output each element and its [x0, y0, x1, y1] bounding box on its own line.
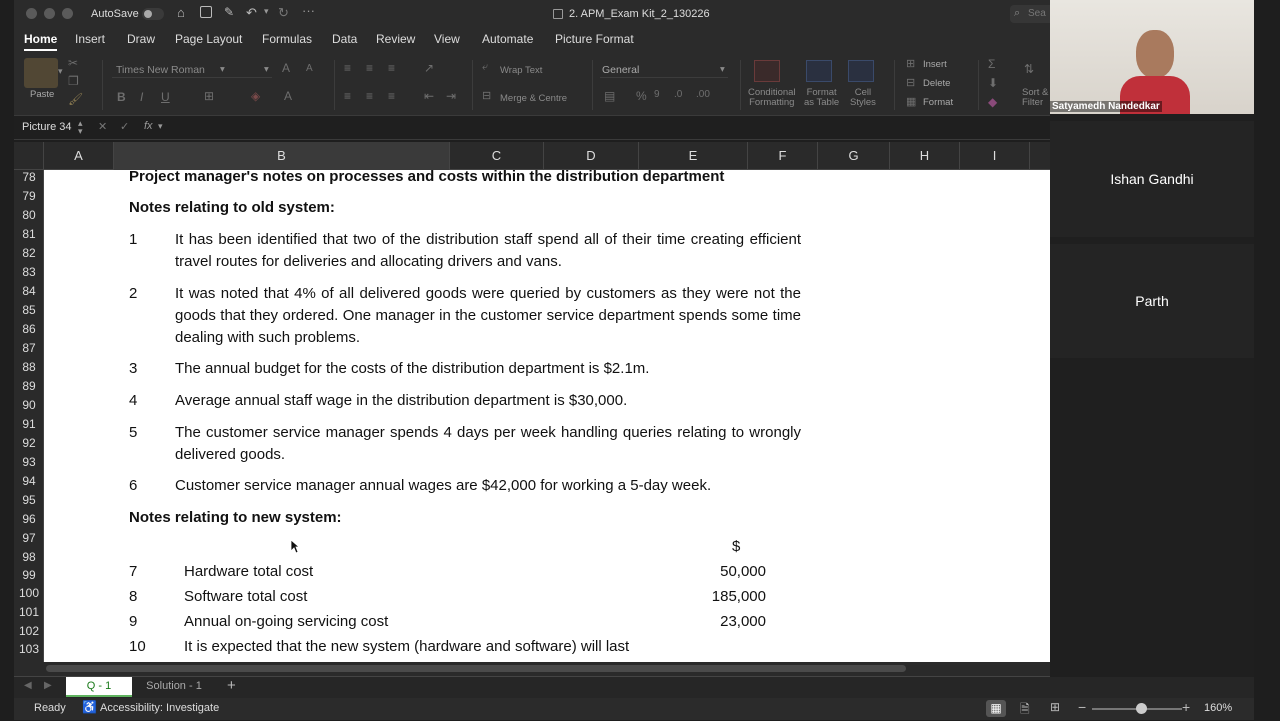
conditional-formatting-label[interactable]: Conditional Formatting: [748, 87, 796, 108]
page-break-view-icon[interactable]: ⊞: [1050, 700, 1061, 714]
increase-font-size-icon[interactable]: A: [282, 61, 291, 75]
sheet-tab-bar: [14, 676, 1254, 698]
zoom-in-icon[interactable]: +: [1182, 699, 1191, 715]
home-icon[interactable]: ⌂: [177, 5, 185, 20]
mouse-cursor-icon: [290, 539, 300, 554]
autosave-label: AutoSave: [91, 8, 139, 20]
row-header[interactable]: 98: [22, 550, 36, 564]
ribbon: [14, 52, 1050, 116]
format-painter-icon[interactable]: 🖌: [68, 92, 84, 106]
italic-icon[interactable]: I: [140, 90, 144, 104]
row-header[interactable]: 85: [22, 303, 36, 317]
undo-dropdown-icon[interactable]: ▾: [264, 6, 269, 16]
zoom-slider[interactable]: [1092, 708, 1182, 710]
number-format-select[interactable]: [600, 62, 728, 78]
note-number: 2: [129, 285, 138, 302]
delete-cells-icon[interactable]: ⊟: [906, 77, 916, 89]
note-number: 3: [129, 360, 138, 377]
increase-indent-icon[interactable]: ⇥: [446, 89, 457, 103]
note-text: Average annual staff wage in the distribution department is $30,000.: [175, 392, 628, 409]
delete-button[interactable]: Delete: [923, 78, 951, 89]
row-header[interactable]: 91: [22, 417, 36, 431]
merge-centre-button[interactable]: Merge & Centre: [500, 93, 568, 104]
search-placeholder: Sea: [1028, 8, 1046, 19]
cost-amount: 185,000: [711, 588, 766, 605]
fill-icon[interactable]: ⬇: [988, 76, 999, 90]
align-center-icon[interactable]: ≡: [366, 89, 374, 103]
row-header[interactable]: 78: [22, 170, 36, 184]
confirm-entry-icon[interactable]: ✓: [120, 121, 130, 133]
wrap-text-button[interactable]: Wrap Text: [500, 65, 543, 76]
note-number: 8: [129, 588, 138, 605]
note-number: 7: [129, 563, 138, 580]
font-size-dropdown-icon: ▾: [264, 64, 269, 75]
name-box-stepper-icon[interactable]: ▴ ▾: [78, 118, 83, 136]
row-header[interactable]: 84: [22, 284, 36, 298]
cell-styles-label[interactable]: Cell Styles: [850, 87, 876, 108]
column-header-f[interactable]: F: [748, 142, 818, 170]
autosave-toggle[interactable]: [142, 8, 164, 20]
insert-cells-icon[interactable]: ⊞: [906, 58, 916, 70]
cancel-entry-icon[interactable]: ✕: [98, 121, 108, 133]
horizontal-scrollbar-thumb[interactable]: [46, 665, 906, 672]
cost-label: Hardware total cost: [184, 563, 314, 580]
tab-draw[interactable]: Draw: [127, 32, 156, 46]
tab-automate[interactable]: Automate: [482, 32, 534, 46]
format-button[interactable]: Format: [923, 97, 954, 108]
number-format-dropdown-icon: ▾: [720, 64, 725, 75]
align-right-icon[interactable]: ≡: [388, 89, 396, 103]
note-text: Customer service manager annual wages are $42,000 for working a 5-day week.: [175, 477, 712, 494]
redo-icon[interactable]: ↻: [278, 5, 289, 20]
presenter-name: Satyamedh Nandedkar: [1052, 101, 1160, 112]
cut-icon[interactable]: ✂: [68, 56, 79, 70]
tab-view[interactable]: View: [434, 32, 460, 46]
column-header-e[interactable]: E: [639, 142, 748, 170]
edit-icon[interactable]: ✎: [224, 5, 235, 19]
search-icon: ⌕: [1014, 7, 1021, 19]
note-text: The customer service manager spends 4 days per week handling queries relating to wrongly delivered goods.: [175, 424, 801, 463]
participant-name: Parth: [1135, 293, 1169, 309]
tab-formulas[interactable]: Formulas: [262, 32, 313, 46]
row-header[interactable]: 100: [18, 586, 40, 600]
font-name-select[interactable]: [112, 62, 272, 78]
decrease-font-size-icon[interactable]: A: [306, 63, 313, 74]
align-top-icon[interactable]: ≡: [344, 61, 352, 75]
presenter-face: [1136, 30, 1174, 78]
workbook-icon: [553, 9, 563, 19]
note-text: The annual budget for the costs of the distribution department is $2.1m.: [175, 360, 650, 377]
copy-icon[interactable]: ❐: [68, 74, 79, 88]
row-header[interactable]: 92: [22, 436, 36, 450]
formula-bar: [14, 116, 1050, 140]
note-number: 5: [129, 424, 138, 441]
column-header-h[interactable]: H: [890, 142, 960, 170]
row-header[interactable]: 89: [22, 379, 36, 393]
save-icon[interactable]: [200, 6, 212, 18]
row-header[interactable]: 88: [22, 360, 36, 374]
increase-decimal-icon[interactable]: .0: [674, 89, 683, 100]
note-text: It has been identified that two of the distribution staff spend all of their time creating efficient travel routes for deliveries and allocating drivers and vans.: [175, 231, 801, 270]
column-header-g[interactable]: G: [818, 142, 890, 170]
note-number: 1: [129, 231, 138, 248]
row-header[interactable]: 101: [18, 605, 40, 619]
row-header[interactable]: 82: [22, 246, 36, 260]
format-cells-icon[interactable]: ▦: [906, 96, 917, 108]
formula-input[interactable]: [174, 118, 1046, 137]
name-box[interactable]: Picture 34: [22, 121, 72, 133]
cell-styles-icon[interactable]: [848, 60, 874, 82]
status-ready: Ready: [34, 702, 66, 714]
sheet-tab-q1[interactable]: Q - 1: [66, 677, 132, 697]
video-call-panel: [1050, 0, 1254, 677]
zoom-level[interactable]: 160%: [1204, 702, 1233, 714]
column-header-i[interactable]: I: [960, 142, 1030, 170]
tab-home[interactable]: Home: [24, 32, 57, 51]
note-number: 9: [129, 613, 138, 630]
participant-name: Ishan Gandhi: [1110, 171, 1194, 187]
ribbon-tab-bar: [14, 28, 1050, 52]
prev-sheet-icon[interactable]: ◀: [24, 680, 32, 691]
normal-view-icon[interactable]: ▦: [986, 700, 1006, 717]
decrease-indent-icon[interactable]: ⇤: [424, 89, 435, 103]
status-bar: [14, 698, 1254, 720]
currency-header: $: [732, 538, 741, 555]
autosum-icon[interactable]: Σ: [988, 57, 996, 71]
row-header[interactable]: 79: [22, 189, 36, 203]
horizontal-scrollbar-track: [14, 662, 1050, 676]
participant-tile: [1050, 121, 1254, 237]
format-as-table-label[interactable]: Format as Table: [804, 87, 840, 108]
accessibility-status[interactable]: Accessibility: Investigate: [100, 702, 220, 714]
add-sheet-icon[interactable]: +: [227, 677, 236, 694]
row-header[interactable]: 94: [22, 474, 36, 488]
bold-icon[interactable]: B: [117, 90, 126, 104]
participant-tile: [1050, 244, 1254, 358]
align-left-icon[interactable]: ≡: [344, 89, 352, 103]
column-header-a[interactable]: A: [44, 142, 114, 170]
undo-icon[interactable]: ↶: [246, 5, 257, 20]
row-header[interactable]: 96: [22, 512, 36, 526]
row-header[interactable]: 93: [22, 455, 36, 469]
tab-page-layout[interactable]: Page Layout: [175, 32, 243, 46]
align-bottom-icon[interactable]: ≡: [388, 61, 396, 75]
row-header[interactable]: 95: [22, 493, 36, 507]
column-header-overflow: [1030, 142, 1050, 170]
tab-insert[interactable]: Insert: [75, 32, 106, 46]
format-as-table-icon[interactable]: [806, 60, 832, 82]
paste-dropdown-icon[interactable]: ▾: [58, 66, 63, 76]
font-name-value: Times New Roman: [116, 64, 205, 76]
column-header-b[interactable]: B: [114, 142, 450, 170]
minimize-window-icon[interactable]: [44, 8, 55, 19]
font-name-dropdown-icon: ▾: [220, 64, 225, 75]
align-middle-icon[interactable]: ≡: [366, 61, 374, 75]
row-header[interactable]: 99: [22, 568, 36, 582]
zoom-out-icon[interactable]: −: [1078, 699, 1087, 715]
note-text: It was noted that 4% of all delivered goods were queried by customers as they were not the goods that they ordered. One manager in the customer service department spends some time dealing with such problems.: [175, 285, 801, 346]
row-header[interactable]: 83: [22, 265, 36, 279]
note-number: 4: [129, 392, 138, 409]
borders-icon[interactable]: ⊞: [204, 89, 215, 103]
note-number: 6: [129, 477, 138, 494]
cost-label: It is expected that the new system (hardware and software) will last: [184, 638, 630, 655]
worksheet-grid[interactable]: [44, 170, 1050, 662]
comma-style-icon[interactable]: 9: [654, 89, 660, 100]
cost-label: Annual on-going servicing cost: [184, 613, 389, 630]
percent-icon[interactable]: %: [636, 89, 647, 103]
close-window-icon[interactable]: [26, 8, 37, 19]
fx-dropdown-icon[interactable]: ▾: [158, 121, 163, 131]
tab-picture-format[interactable]: Picture Format: [555, 32, 634, 46]
merge-centre-icon[interactable]: ⊟: [482, 90, 492, 102]
row-header[interactable]: 103: [18, 642, 40, 656]
note-number: 10: [129, 638, 146, 655]
column-header-d[interactable]: D: [544, 142, 639, 170]
old-system-heading: Notes relating to old system:: [129, 199, 335, 216]
clear-icon[interactable]: ◆: [988, 95, 998, 109]
cost-amount: 50,000: [720, 563, 766, 580]
new-system-heading: Notes relating to new system:: [129, 509, 342, 526]
decrease-decimal-icon[interactable]: .00: [696, 89, 710, 100]
file-name: 2. APM_Exam Kit_2_130226: [569, 8, 710, 20]
presenter-video-tile: [1050, 0, 1254, 114]
row-header[interactable]: 81: [22, 227, 36, 241]
orientation-icon[interactable]: ↗: [424, 61, 435, 75]
row-header[interactable]: 80: [22, 208, 36, 222]
paste-label: Paste: [30, 89, 55, 100]
title-bar: [14, 0, 1050, 28]
currency-icon[interactable]: ▤: [604, 89, 616, 103]
row-header[interactable]: 102: [18, 624, 40, 638]
accessibility-icon[interactable]: ♿: [82, 700, 97, 714]
tab-review[interactable]: Review: [376, 32, 416, 46]
paste-icon[interactable]: [24, 58, 58, 88]
row-header[interactable]: 87: [22, 341, 36, 355]
section-heading: Project manager's notes on processes and costs within the distribution department: [129, 168, 725, 185]
column-header-c[interactable]: C: [450, 142, 544, 170]
row-header[interactable]: 86: [22, 322, 36, 336]
fill-color-icon[interactable]: ◈: [251, 89, 261, 103]
wrap-text-icon[interactable]: ⤶: [482, 61, 489, 73]
cost-amount: 23,000: [720, 613, 766, 630]
maximize-window-icon[interactable]: [62, 8, 73, 19]
font-color-icon[interactable]: A: [284, 89, 293, 103]
sort-filter-label[interactable]: Sort & Filter: [1022, 87, 1049, 108]
column-headers: [14, 142, 1050, 170]
page-layout-view-icon[interactable]: 🗎: [1020, 702, 1030, 716]
next-sheet-icon[interactable]: ▶: [44, 680, 52, 691]
cost-label: Software total cost: [184, 588, 308, 605]
sheet-tab-solution-1[interactable]: Solution - 1: [146, 680, 202, 692]
underline-icon[interactable]: U: [161, 90, 170, 104]
row-header[interactable]: 90: [22, 398, 36, 412]
insert-function-icon[interactable]: fx: [144, 120, 153, 132]
number-format-value: General: [602, 64, 640, 76]
insert-button[interactable]: Insert: [923, 59, 947, 70]
more-icon[interactable]: ···: [302, 3, 315, 18]
sort-filter-icon[interactable]: ⇅: [1024, 62, 1035, 76]
row-headers: [14, 170, 44, 677]
select-all-corner[interactable]: [14, 142, 44, 170]
tab-data[interactable]: Data: [332, 32, 358, 46]
zoom-slider-thumb[interactable]: [1136, 703, 1147, 714]
conditional-formatting-icon[interactable]: [754, 60, 780, 82]
row-header[interactable]: 97: [22, 531, 36, 545]
